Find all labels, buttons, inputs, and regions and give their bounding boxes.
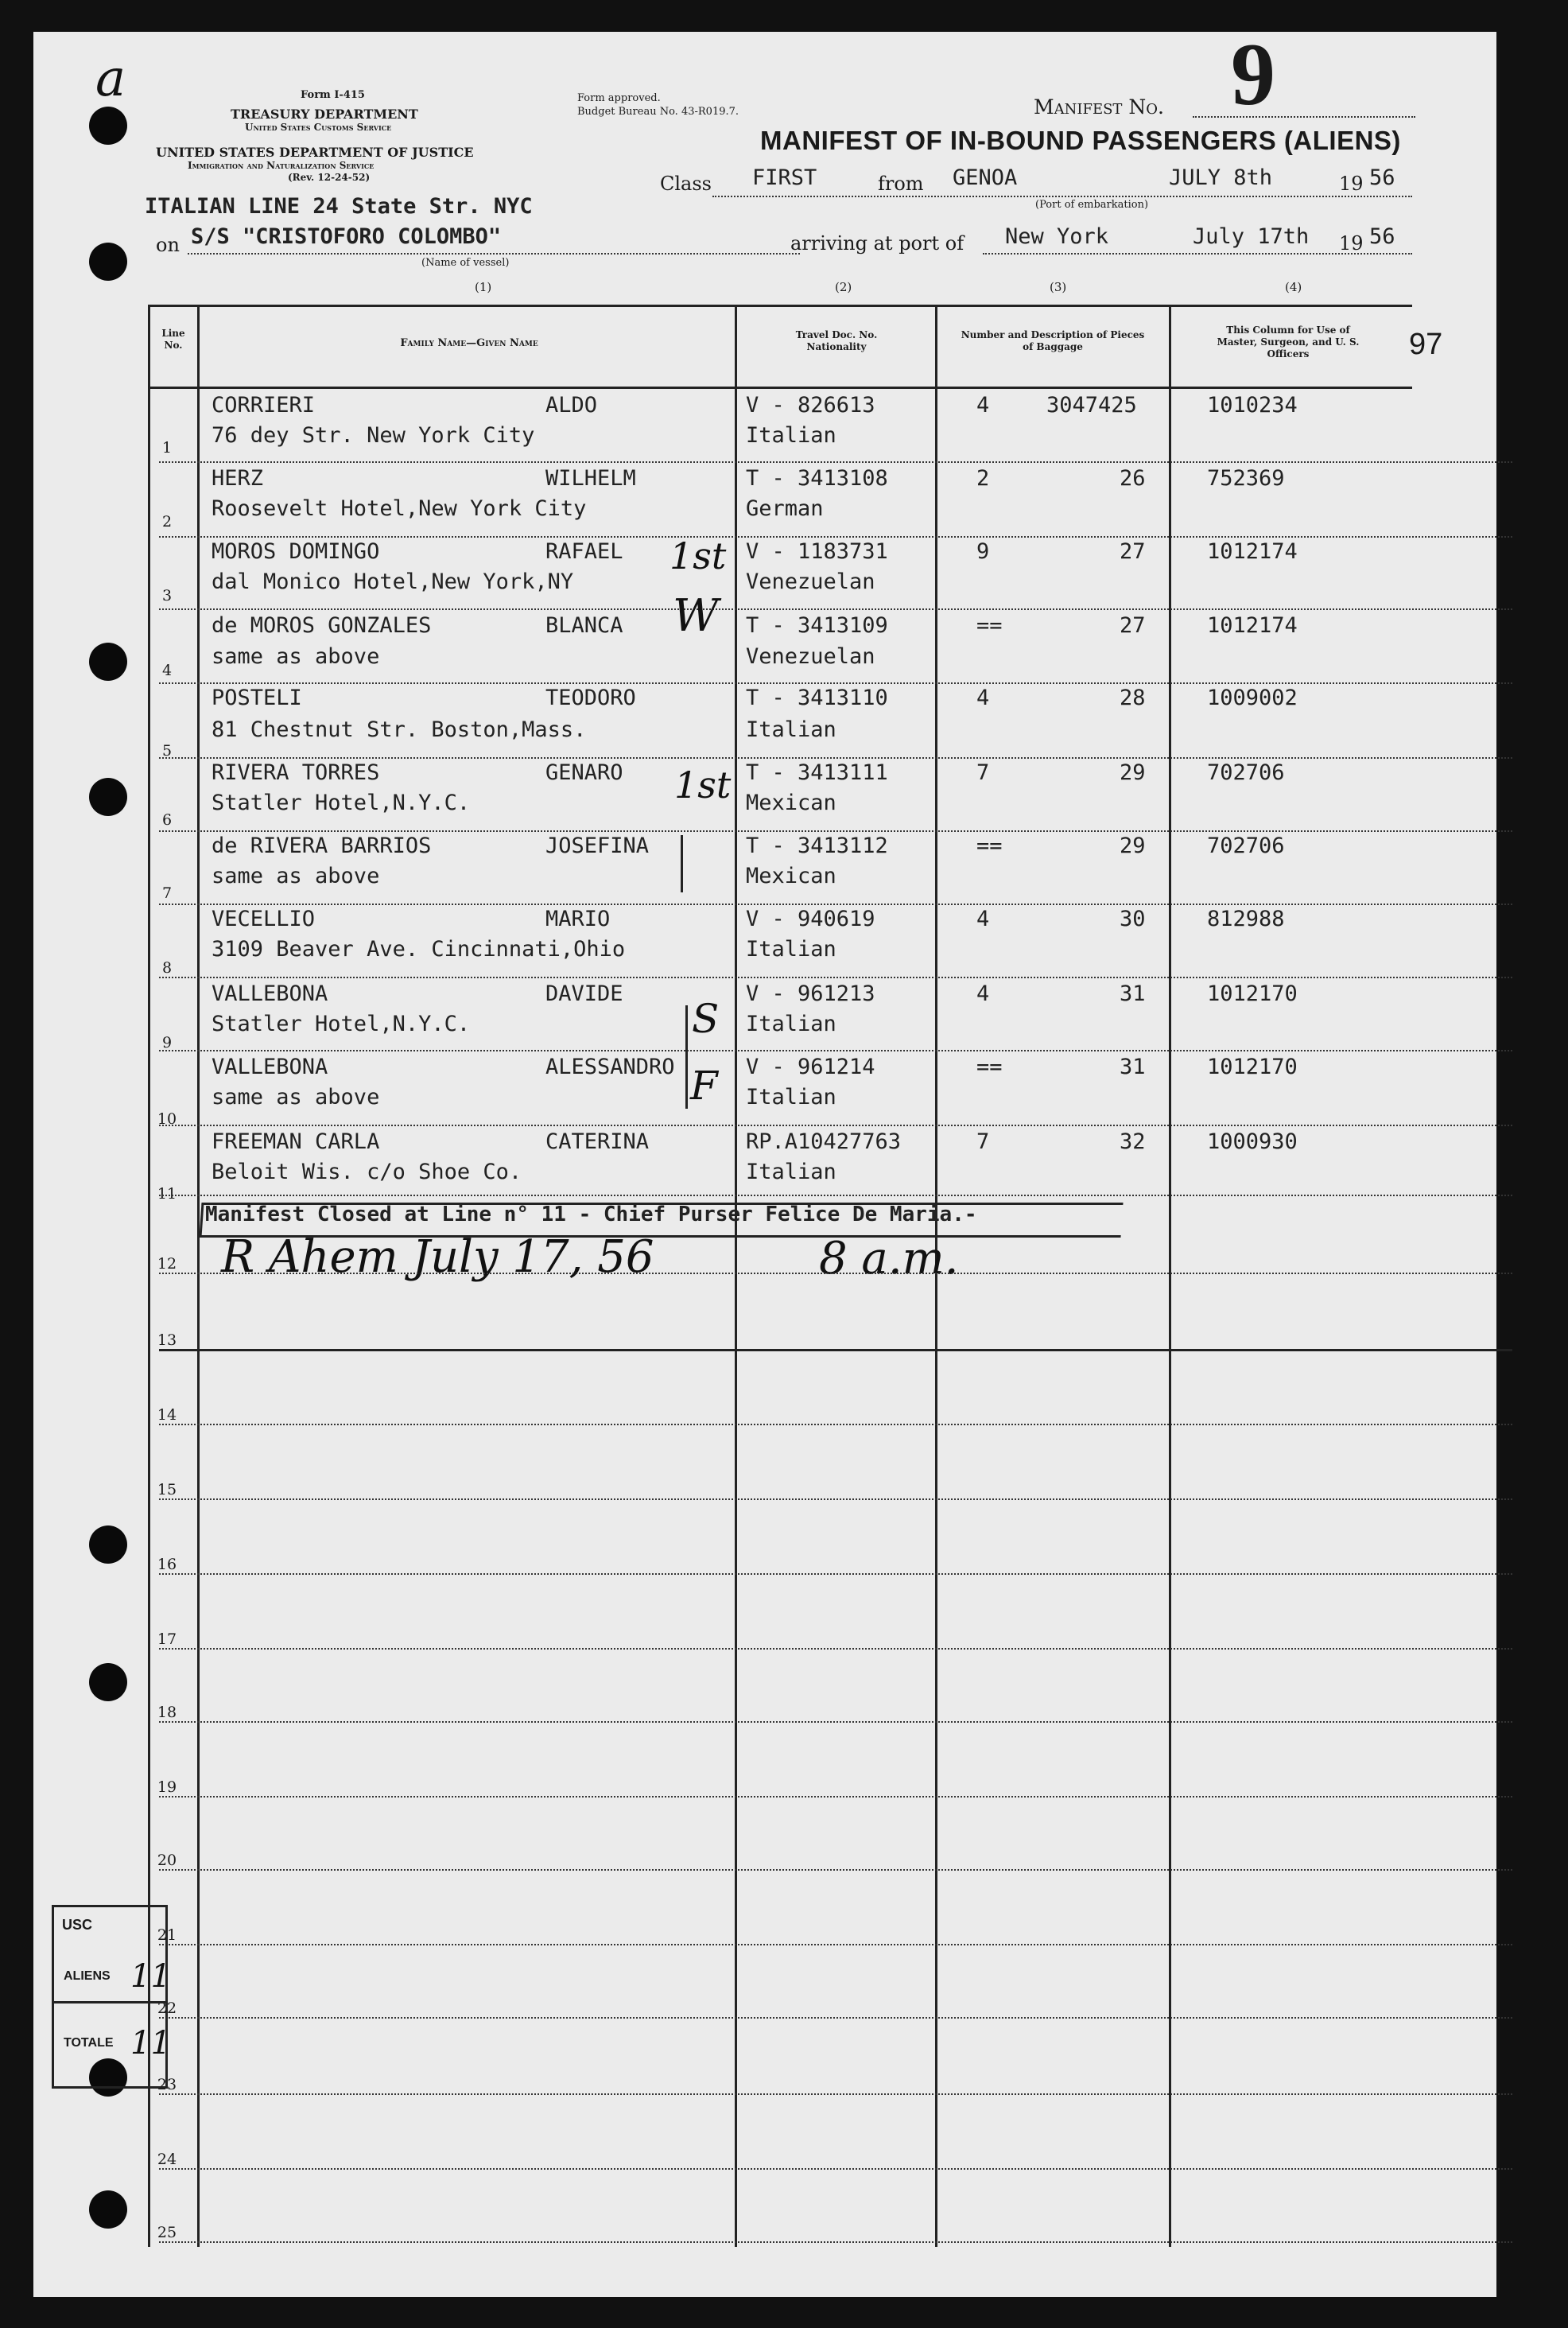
row-divider xyxy=(159,1349,1512,1351)
vessel-caption: (Name of vessel) xyxy=(421,257,510,269)
travel-doc: V - 1183731 xyxy=(746,539,888,564)
given-name: JOSEFINA xyxy=(545,834,650,858)
baggage-number: 30 xyxy=(1120,907,1146,931)
address: same as above xyxy=(212,644,380,669)
corner-note: a xyxy=(95,49,126,108)
officer-number: 702706 xyxy=(1207,834,1285,858)
line-number: 12 xyxy=(157,1255,177,1273)
baggage-pieces: == xyxy=(976,834,1003,858)
revision-date: (Rev. 12-24-52) xyxy=(288,172,371,183)
given-name: BLANCA xyxy=(545,613,623,638)
closing-time: 8 a.m. xyxy=(819,1233,959,1284)
baggage-number: 31 xyxy=(1120,1055,1146,1079)
header-travel-doc: Travel Doc. No. Nationality xyxy=(795,329,878,352)
nationality: Italian xyxy=(746,1085,836,1110)
given-name: RAFAEL xyxy=(545,539,623,564)
stamp-code: USC xyxy=(62,1917,93,1933)
baggage-pieces: 7 xyxy=(976,760,990,785)
nationality: German xyxy=(746,496,824,521)
nationality: Venezuelan xyxy=(746,644,875,669)
vessel-name: S/S "CRISTOFORO COLOMBO" xyxy=(191,224,502,249)
line-number: 24 xyxy=(157,2151,177,2168)
baggage-number: 26 xyxy=(1120,466,1146,491)
officer-number: 1012170 xyxy=(1207,981,1298,1006)
nationality: Italian xyxy=(746,1012,836,1036)
vessel-underline xyxy=(188,253,800,255)
line-number: 25 xyxy=(157,2224,177,2241)
form-number: Form I-415 xyxy=(301,89,365,101)
officer-number: 1012174 xyxy=(1207,539,1298,564)
baggage-pieces: 4 xyxy=(976,393,990,418)
baggage-pieces: 4 xyxy=(976,981,990,1006)
given-name: CATERINA xyxy=(545,1129,650,1154)
nationality: Mexican xyxy=(746,864,836,888)
header-family-name: Family Name—Given Name xyxy=(400,337,538,349)
family-name: MOROS DOMINGO xyxy=(212,539,380,564)
on-label: on xyxy=(156,234,180,256)
margin-bracket xyxy=(685,1005,688,1109)
nationality: Italian xyxy=(746,423,836,448)
stamp-aliens-count: 11 xyxy=(130,1958,171,1995)
travel-doc: T - 3413110 xyxy=(746,686,888,710)
stamp-aliens-label: ALIENS xyxy=(64,1969,111,1983)
given-name: DAVIDE xyxy=(545,981,623,1006)
line-number: 6 xyxy=(161,811,173,829)
ins-service: Immigration and Naturalization Service xyxy=(188,160,375,171)
travel-doc: T - 3413108 xyxy=(746,466,888,491)
family-name: CORRIERI xyxy=(212,393,316,418)
officer-number: 1012174 xyxy=(1207,613,1298,638)
line-number: 19 xyxy=(157,1778,177,1796)
margin-note: 1st xyxy=(670,534,727,577)
row-divider xyxy=(159,1498,1512,1500)
row-divider xyxy=(159,1573,1512,1575)
address: Statler Hotel,N.Y.C. xyxy=(212,791,471,815)
given-name: MARIO xyxy=(545,907,611,931)
stamp-total-count: 11 xyxy=(130,2025,171,2062)
header-baggage: Number and Description of Pieces of Baggage xyxy=(961,329,1145,352)
baggage-pieces: 2 xyxy=(976,466,990,491)
arrival-date: July 17th xyxy=(1193,224,1310,249)
manifest-number-underline xyxy=(1193,116,1415,118)
baggage-number: 3047425 xyxy=(1046,393,1137,418)
budget-bureau: Budget Bureau No. 43-R019.7. xyxy=(577,106,739,118)
family-name: HERZ xyxy=(212,466,264,491)
baggage-number: 31 xyxy=(1120,981,1146,1006)
row-divider xyxy=(159,1273,1512,1274)
given-name: ALDO xyxy=(545,393,598,418)
manifest-number: 9 xyxy=(1231,25,1275,124)
baggage-number: 27 xyxy=(1120,539,1146,564)
treasury-department: TREASURY DEPARTMENT xyxy=(231,107,418,122)
row-divider xyxy=(159,608,1512,610)
margin-note: W xyxy=(673,590,719,642)
family-name: VECELLIO xyxy=(212,907,316,931)
travel-doc: T - 3413109 xyxy=(746,613,888,638)
travel-doc: T - 3413111 xyxy=(746,760,888,785)
page-title: MANIFEST OF IN-BOUND PASSENGERS (ALIENS) xyxy=(760,126,1401,155)
header-line-no: Line No. xyxy=(161,328,185,351)
closing-statement: Manifest Closed at Line n° 11 - Chief Purser Felice De Maria.- xyxy=(205,1203,977,1226)
arrival-year-prefix: 19 xyxy=(1339,232,1364,255)
departure-year: 56 xyxy=(1369,165,1395,190)
line-number: 16 xyxy=(157,1556,177,1573)
line-number: 20 xyxy=(157,1852,177,1869)
row-divider xyxy=(159,1648,1512,1650)
address: same as above xyxy=(212,1085,380,1110)
punch-hole xyxy=(89,243,127,281)
row-divider xyxy=(159,904,1512,905)
row-divider xyxy=(159,757,1512,759)
side-number: 97 xyxy=(1409,328,1443,361)
travel-doc: RP.A10427763 xyxy=(746,1129,902,1154)
row-divider xyxy=(159,2241,1512,2243)
customs-service: United States Customs Service xyxy=(245,122,392,133)
column-number-2: (2) xyxy=(835,280,852,294)
line-number: 17 xyxy=(157,1630,177,1648)
port-caption: (Port of embarkation) xyxy=(1035,199,1149,211)
row-divider xyxy=(159,830,1512,832)
row-divider xyxy=(159,461,1512,463)
baggage-number: 28 xyxy=(1120,686,1146,710)
row-divider xyxy=(159,2093,1512,2095)
line-number: 10 xyxy=(157,1110,177,1128)
family-name: VALLEBONA xyxy=(212,981,328,1006)
column-divider-baggage xyxy=(1169,306,1171,2247)
closing-signature: R Ahem July 17, 56 xyxy=(221,1231,654,1283)
row-divider xyxy=(159,1944,1512,1945)
table-top-border xyxy=(148,305,1412,307)
department-of-justice: UNITED STATES DEPARTMENT OF JUSTICE xyxy=(156,145,474,160)
stamp-divider xyxy=(54,2001,165,2003)
departure-date: JULY 8th xyxy=(1169,165,1273,190)
line-number: 15 xyxy=(157,1481,177,1498)
baggage-pieces: 9 xyxy=(976,539,990,564)
line-number: 7 xyxy=(161,884,173,902)
from-label: from xyxy=(878,173,924,195)
from-value: GENOA xyxy=(953,165,1018,190)
line-number: 13 xyxy=(157,1331,177,1349)
row-divider xyxy=(159,536,1512,538)
manifest-number-label: Manifest No. xyxy=(1034,95,1164,119)
class-line-underline xyxy=(712,196,1412,197)
family-name: VALLEBONA xyxy=(212,1055,328,1079)
officer-number: 812988 xyxy=(1207,907,1285,931)
address: Roosevelt Hotel,New York City xyxy=(212,496,587,521)
punch-hole xyxy=(89,107,127,145)
punch-hole xyxy=(89,1525,127,1564)
line-number: 9 xyxy=(161,1034,173,1051)
line-number: 1 xyxy=(161,439,173,457)
arrival-year: 56 xyxy=(1369,224,1395,249)
baggage-pieces: 4 xyxy=(976,907,990,931)
officer-number: 1009002 xyxy=(1207,686,1298,710)
family-name: de MOROS GONZALES xyxy=(212,613,432,638)
nationality: Venezuelan xyxy=(746,569,875,594)
row-divider xyxy=(159,977,1512,978)
officer-number: 1010234 xyxy=(1207,393,1298,418)
address: same as above xyxy=(212,864,380,888)
column-number-1: (1) xyxy=(475,280,492,294)
column-number-4: (4) xyxy=(1285,280,1302,294)
nationality: Italian xyxy=(746,937,836,962)
baggage-number: 29 xyxy=(1120,760,1146,785)
row-divider xyxy=(159,2017,1512,2019)
line-number: 2 xyxy=(161,513,173,531)
row-divider xyxy=(159,1125,1512,1126)
line-number: 14 xyxy=(157,1406,177,1424)
family-name: POSTELI xyxy=(212,686,302,710)
row-divider xyxy=(159,1721,1512,1723)
row-divider xyxy=(159,2168,1512,2170)
arriving-label: arriving at port of xyxy=(790,232,964,255)
travel-doc: V - 940619 xyxy=(746,907,875,931)
travel-doc: V - 961213 xyxy=(746,981,875,1006)
address: 76 dey Str. New York City xyxy=(212,423,535,448)
margin-note: 1st xyxy=(674,764,732,806)
line-number: 5 xyxy=(161,742,173,760)
travel-doc: V - 961214 xyxy=(746,1055,875,1079)
nationality: Mexican xyxy=(746,791,836,815)
officer-number: 752369 xyxy=(1207,466,1285,491)
line-number: 8 xyxy=(161,959,173,977)
address: 81 Chestnut Str. Boston,Mass. xyxy=(212,717,587,742)
column-number-3: (3) xyxy=(1050,280,1067,294)
given-name: TEODORO xyxy=(545,686,636,710)
punch-hole xyxy=(89,2190,127,2229)
margin-bracket xyxy=(681,835,683,892)
officer-number: 1000930 xyxy=(1207,1129,1298,1154)
nationality: Italian xyxy=(746,717,836,742)
line-number: 4 xyxy=(161,662,173,679)
officer-number: 702706 xyxy=(1207,760,1285,785)
row-divider xyxy=(159,1195,1512,1196)
officer-number: 1012170 xyxy=(1207,1055,1298,1079)
nationality: Italian xyxy=(746,1160,836,1184)
baggage-pieces: == xyxy=(976,1055,1003,1079)
table-header-border xyxy=(148,387,1412,389)
line-number: 18 xyxy=(157,1704,177,1721)
arrival-port: New York xyxy=(1005,224,1109,249)
punch-hole xyxy=(89,778,127,816)
class-value: FIRST xyxy=(752,165,817,190)
address: Beloit Wis. c/o Shoe Co. xyxy=(212,1160,522,1184)
row-divider xyxy=(159,1424,1512,1425)
travel-doc: V - 826613 xyxy=(746,393,875,418)
class-label: Class xyxy=(660,173,712,195)
address: 3109 Beaver Ave. Cincinnati,Ohio xyxy=(212,937,626,962)
family-name: de RIVERA BARRIOS xyxy=(212,834,432,858)
line-number: 23 xyxy=(157,2076,177,2093)
line-number: 22 xyxy=(157,2000,177,2017)
family-name: FREEMAN CARLA xyxy=(212,1129,380,1154)
baggage-pieces: 7 xyxy=(976,1129,990,1154)
line-number: 3 xyxy=(161,587,173,604)
departure-year-prefix: 19 xyxy=(1339,173,1364,195)
baggage-number: 29 xyxy=(1120,834,1146,858)
form-approved: Form approved. xyxy=(577,92,661,104)
baggage-pieces: 4 xyxy=(976,686,990,710)
header-officers: This Column for Use of Master, Surgeon, and U. S. Officers xyxy=(1217,325,1360,359)
stamp-total-label: TOTALE xyxy=(64,2036,114,2050)
column-divider-name xyxy=(735,306,737,2247)
given-name: WILHELM xyxy=(545,466,636,491)
given-name: GENARO xyxy=(545,760,623,785)
column-divider-line-no xyxy=(197,306,200,2247)
row-divider xyxy=(159,1869,1512,1871)
travel-doc: T - 3413112 xyxy=(746,834,888,858)
baggage-number: 32 xyxy=(1120,1129,1146,1154)
address: Statler Hotel,N.Y.C. xyxy=(212,1012,471,1036)
row-divider xyxy=(159,682,1512,684)
row-divider xyxy=(159,1050,1512,1051)
baggage-number: 27 xyxy=(1120,613,1146,638)
arrival-underline xyxy=(983,253,1412,255)
given-name: ALESSANDRO xyxy=(545,1055,675,1079)
line-company: ITALIAN LINE 24 State Str. NYC xyxy=(145,194,533,219)
row-divider xyxy=(159,1796,1512,1797)
line-number: 11 xyxy=(157,1185,177,1203)
address: dal Monico Hotel,New York,NY xyxy=(212,569,574,594)
punch-hole xyxy=(89,643,127,681)
margin-note: S xyxy=(692,996,720,1042)
family-name: RIVERA TORRES xyxy=(212,760,380,785)
punch-hole xyxy=(89,1663,127,1701)
baggage-pieces: == xyxy=(976,613,1003,638)
line-number: 21 xyxy=(157,1926,177,1944)
margin-note: F xyxy=(690,1063,718,1109)
